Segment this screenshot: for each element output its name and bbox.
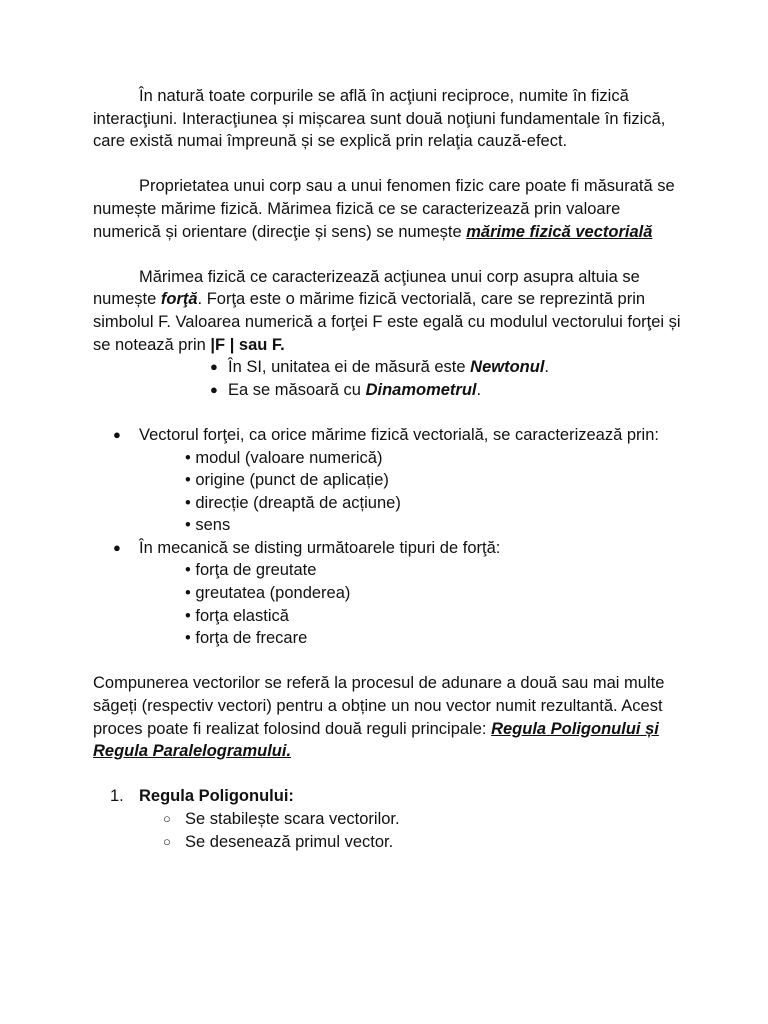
list-item-label: În mecanică se disting următoarele tipuri de forţă: bbox=[139, 538, 501, 557]
numbered-item bbox=[93, 785, 683, 808]
emphasis-force: forţă bbox=[160, 290, 198, 309]
rules-numbered-list bbox=[93, 785, 683, 853]
document-page bbox=[93, 85, 683, 853]
force-notation: |F | sau F. bbox=[210, 335, 285, 354]
paragraph-text: Proprietatea unui corp sau a unui fenomen fizic care poate fi măsurată se numește mărime fizică. Mărimea fizică ce se caracterizează prin valoare numerică și orientare (direcţie și sens) se numește bbox=[93, 177, 675, 241]
sub-list-item: • forţa de frecare bbox=[185, 629, 308, 648]
paragraph-vector-quantity bbox=[93, 175, 683, 243]
list-item bbox=[93, 424, 683, 447]
list-item bbox=[93, 537, 683, 560]
circle-bullet-icon: ○ bbox=[163, 811, 171, 826]
force-characteristics-list bbox=[93, 424, 683, 650]
spacer bbox=[93, 650, 683, 673]
paragraph-vector-composition bbox=[93, 672, 683, 762]
emphasis-vector-quantity: mărime fizică vectorială bbox=[466, 222, 653, 241]
list-item bbox=[93, 356, 683, 379]
item-number: 1. bbox=[110, 787, 124, 806]
paragraph-text: Compunerea vectorilor se referă la procesul de adunare a două sau mai multe săgeți (respectiv vectori) pentru a obține un nou vector numit rezultantă. Acest proces poate fi realizat folosind două reguli principale: bbox=[93, 674, 665, 738]
bullet-icon: ● bbox=[210, 359, 218, 375]
step-text: Se desenează primul vector. bbox=[185, 832, 394, 851]
list-item bbox=[93, 379, 683, 402]
spacer bbox=[93, 153, 683, 176]
bullet-icon: ● bbox=[210, 381, 218, 397]
paragraph-force-definition bbox=[93, 266, 683, 356]
emphasis-newton: Newtonul bbox=[470, 358, 545, 377]
list-item-text: Ea se măsoară cu bbox=[228, 380, 366, 399]
emphasis-rules: Regula Poligonului și Regula Paralelogramului. bbox=[93, 719, 659, 761]
circle-bullet-icon: ○ bbox=[163, 833, 171, 849]
emphasis-dynamometer: Dinamometrul bbox=[365, 380, 477, 399]
spacer bbox=[93, 401, 683, 424]
bullet-icon: ● bbox=[113, 426, 121, 442]
list-item-label: Vectorul forţei, ca orice mărime fizică vectorială, se caracterizează prin: bbox=[139, 425, 659, 444]
paragraph-text: Mărimea fizică ce caracterizează acţiunea unui corp asupra altuia se numește bbox=[93, 267, 640, 309]
sub-list-item: • modul (valoare numerică) bbox=[185, 448, 383, 467]
bullet-icon: ● bbox=[113, 539, 121, 555]
si-unit-list bbox=[93, 356, 683, 401]
sub-list-item: • forţa de greutate bbox=[185, 561, 317, 580]
list-item-text: . bbox=[544, 358, 549, 377]
rule-title: Regula Poligonului: bbox=[139, 787, 294, 806]
spacer bbox=[93, 763, 683, 786]
list-item-text: . bbox=[476, 380, 482, 399]
sub-list-item: • forţa elastică bbox=[185, 606, 289, 625]
step-text: Se stabilește scara vectorilor. bbox=[185, 810, 400, 828]
sub-list-item: • greutatea (ponderea) bbox=[185, 584, 351, 603]
spacer bbox=[93, 243, 683, 266]
sub-list-item: • sens bbox=[185, 516, 231, 535]
list-item-text: În SI, unitatea ei de măsură este bbox=[228, 358, 471, 377]
paragraph-text: . Forţa este o mărime fizică vectorială, care se reprezintă prin simbolul F. Valoarea numerică a forţei F este egală cu modulul vectorului forţei și se notează prin bbox=[93, 290, 681, 354]
sub-list-item: • origine (punct de aplicație) bbox=[185, 471, 389, 490]
paragraph-interactions: În natură toate corpurile se află în acţiuni reciproce, numite în fizică interacţiuni. Interacţiunea și mișcarea sunt două noţiuni fundamentale în fizică, care există numai împreună și se explică prin relaţia cauză-efect. bbox=[93, 87, 666, 151]
sub-list-item: • direcție (dreaptă de acțiune) bbox=[185, 493, 401, 512]
step-item bbox=[93, 808, 683, 831]
step-item bbox=[93, 831, 683, 854]
